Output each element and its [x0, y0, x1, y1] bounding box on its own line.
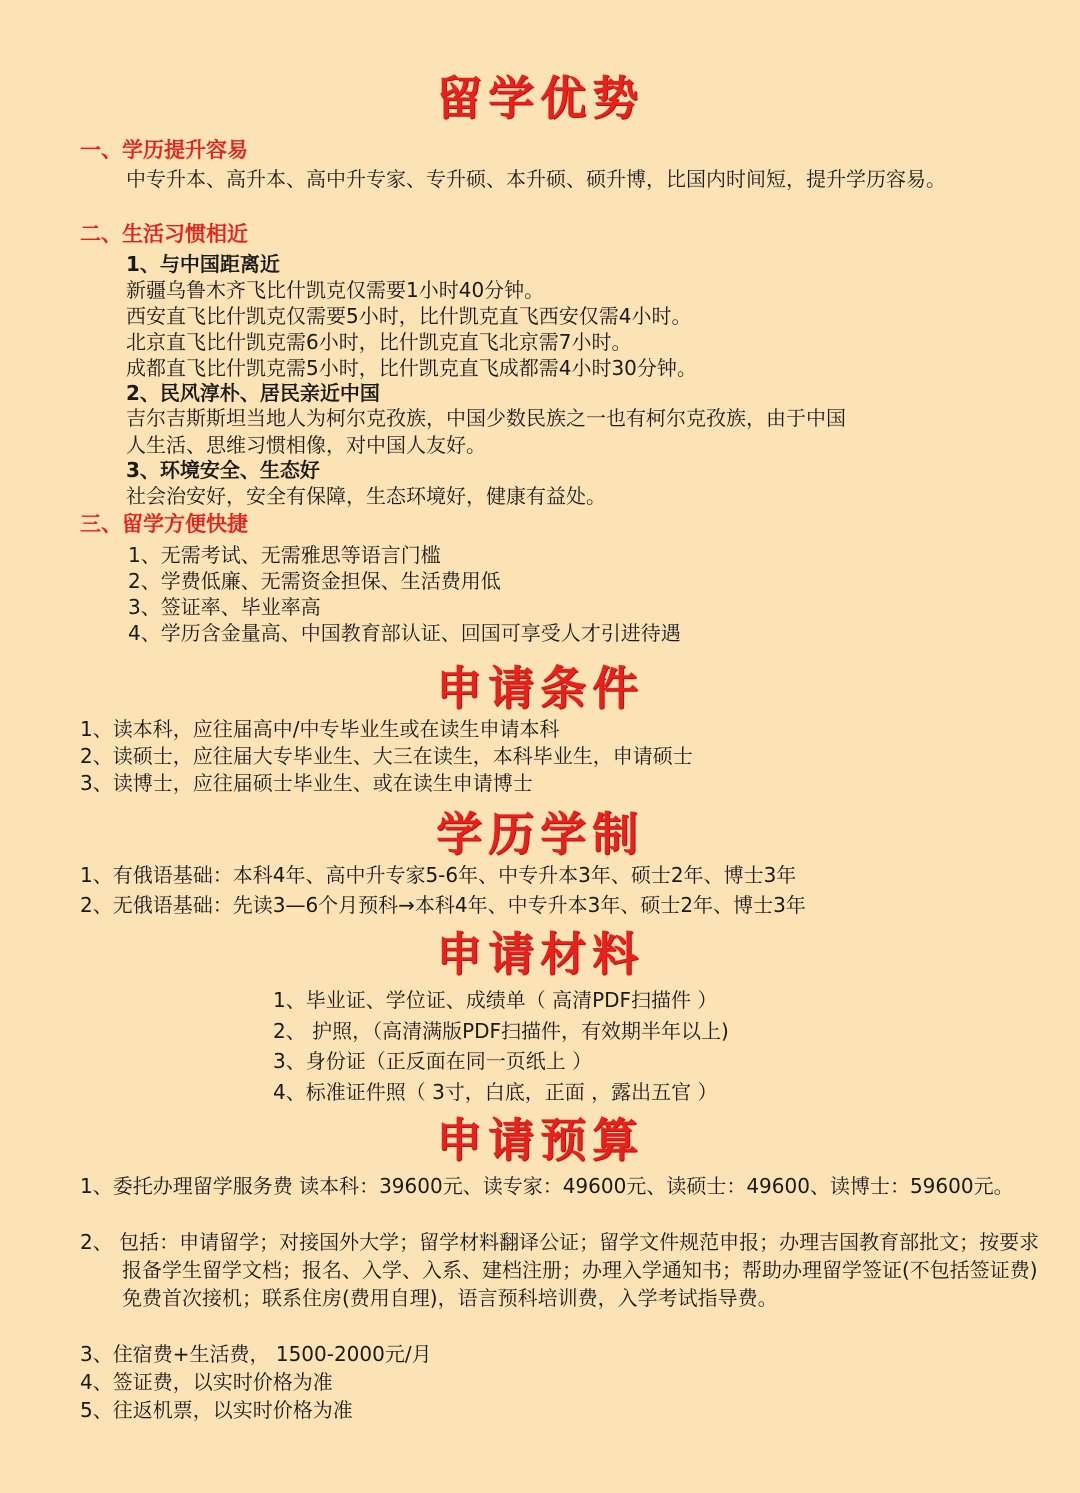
folk-subheading: 2、民风淳朴、居民亲近中国 [126, 381, 380, 405]
budget-item: 5、往返机票，以实时价格为准 [80, 1398, 353, 1422]
condition-item: 3、读博士，应往届硕士毕业生、或在读生申请博士 [80, 771, 533, 795]
material-item: 2、 护照，（高清满版PDF扫描件，有效期半年以上) [273, 1019, 729, 1043]
system-title: 学历学制 [436, 807, 644, 861]
advantage-heading-1: 一、学历提升容易 [80, 138, 248, 162]
advantage-text-1: 中专升本、高升本、高中升专家、专升硕、本升硕、硕升博，比国内时间短，提升学历容易。 [126, 167, 946, 191]
convenience-item: 1、无需考试、无需雅思等语言门槛 [128, 543, 441, 567]
system-item: 1、有俄语基础：本科4年、高中升专家5-6年、中专升本3年、硕士2年、博士3年 [80, 863, 797, 887]
budget-item: 1、委托办理留学服务费 读本科：39600元、读专家：49600元、读硕士：49600、读博士：59600元。 [80, 1174, 1014, 1198]
conditions-title: 申请条件 [436, 661, 644, 715]
advantage-heading-2: 二、生活习惯相近 [80, 222, 248, 246]
materials-title: 申请材料 [436, 927, 644, 981]
advantage-heading-3: 三、留学方便快捷 [80, 512, 248, 536]
convenience-item: 3、签证率、毕业率高 [128, 595, 321, 619]
distance-line: 新疆乌鲁木齐飞比什凯克仅需要1小时40分钟。 [126, 278, 545, 302]
material-item: 4、标准证件照（ 3寸，白底，正面 ，露出五官 ） [273, 1080, 718, 1104]
condition-item: 2、读硕士，应往届大专毕业生、大三在读生，本科毕业生，申请硕士 [80, 744, 693, 768]
system-item: 2、无俄语基础：先读3—6个月预科→本科4年、中专升本3年、硕士2年、博士3年 [80, 893, 806, 917]
distance-line: 西安直飞比什凯克仅需要5小时，比什凯克直飞西安仅需4小时。 [126, 304, 692, 328]
budget-title: 申请预算 [436, 1113, 644, 1167]
condition-item: 1、读本科，应往届高中/中专毕业生或在读生申请本科 [80, 717, 560, 741]
convenience-item: 2、学费低廉、无需资金担保、生活费用低 [128, 569, 501, 593]
distance-subheading: 1、与中国距离近 [126, 252, 280, 276]
environment-subheading: 3、环境安全、生态好 [126, 458, 320, 482]
folk-text: 吉尔吉斯斯坦当地人为柯尔克孜族，中国少数民族之一也有柯尔克孜族，由于中国人生活、思维习惯相像，对中国人友好。 [126, 406, 846, 457]
distance-line: 北京直飞比什凯克需6小时，比什凯克直飞北京需7小时。 [126, 330, 632, 354]
material-item: 3、身份证（正反面在同一页纸上 ） [273, 1049, 593, 1073]
budget-item: 3、住宿费+生活费， 1500-2000元/月 [80, 1342, 432, 1366]
convenience-item: 4、学历含金量高、中国教育部认证、回国可享受人才引进待遇 [128, 621, 681, 645]
budget-item: 2、 包括：申请留学；对接国外大学；留学材料翻译公证；留学文件规范申报；办理吉国教育部批文；按要求报备学生留学文档；报名、入学、入系、建档注册；办理入学通知书；帮助办理留学签证(不包括签证费)免费首次接机；联系住房(费用自理)，语言预科培训费，入学考试指导费。 [80, 1230, 1040, 1310]
material-item: 1、毕业证、学位证、成绩单（ 高清PDF扫描件 ） [273, 988, 718, 1012]
advantages-title: 留学优势 [436, 71, 644, 125]
environment-text: 社会治安好，安全有保障，生态环境好，健康有益处。 [126, 484, 606, 508]
budget-item: 4、签证费，以实时价格为准 [80, 1370, 333, 1394]
distance-line: 成都直飞比什凯克需5小时，比什凯克直飞成都需4小时30分钟。 [126, 356, 697, 380]
